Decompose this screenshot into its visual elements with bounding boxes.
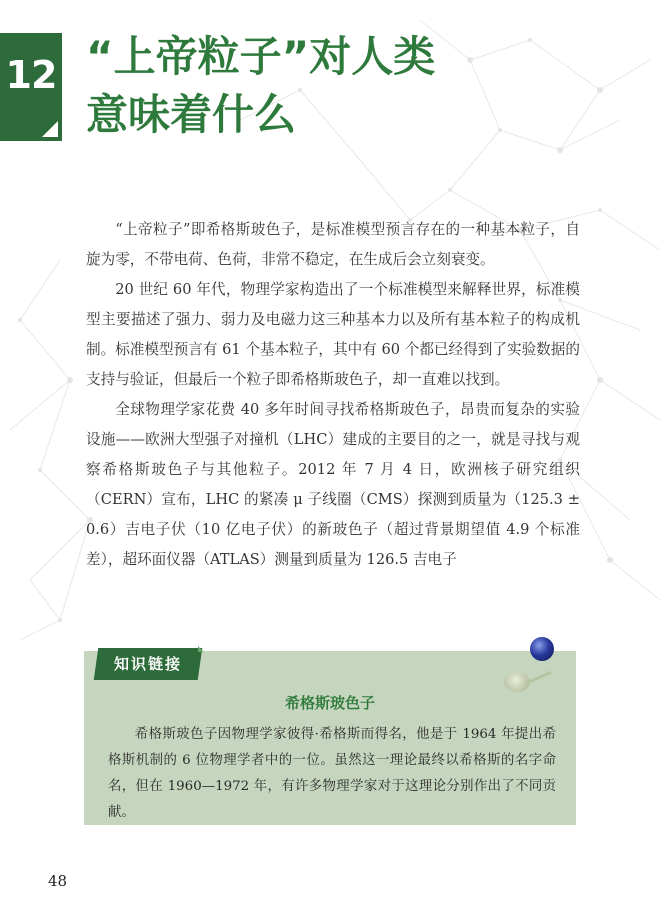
body-paragraph-2: 20 世纪 60 年代，物理学家构造出了一个标准模型来解释世界，标准模型主要描述了强力、弱力及电磁力这三种基本力以及所有基本粒子的构成机制。标准模型预言有 61 个基本粒子，其中有 60 个都已经得到了实验数据的支持与验证，但最后一个粒子即希格斯玻色子，却一直难以找到。 (86, 281, 580, 388)
page-title (86, 28, 546, 144)
badge-corner-triangle (42, 121, 58, 137)
title-line-2: 意味着什么 (86, 90, 297, 139)
knowledge-link-tag: 知识链接 (113, 655, 182, 673)
chapter-number: 12 (5, 53, 57, 97)
title-line-1: “上帝粒子”对人类 (86, 32, 436, 81)
page-number: 48 (48, 872, 68, 890)
body-text (86, 215, 580, 575)
chapter-badge (0, 33, 62, 141)
decorative-sphere-icon (530, 637, 554, 661)
knowledge-link-title: 希格斯玻色子 (284, 694, 375, 712)
body-paragraph-3: 全球物理学家花费 40 多年时间寻找希格斯玻色子，昂贵而复杂的实验设施——欧洲大型强子对撞机（LHC）建成的主要目的之一，就是寻找与观察希格斯玻色子与其他粒子。2012 年 7 月 4 日，欧洲核子研究组织（CERN）宣布，LHC 的紧凑 μ 子线圈（CMS）探测到质量为（125.3 ± 0.6）吉电子伏（10 亿电子伏）的新玻色子（超过背景期望值 4.9 个标准差），超环面仪器（ATLAS）测量到质量为 126.5 吉电子 (86, 401, 580, 568)
knowledge-link-text: 希格斯玻色子因物理学家彼得·希格斯而得名，他是于 1964 年提出希格斯机制的 6 位物理学者中的一位。虽然这一理论最终以希格斯的名字命名，但在 1960—1972 年，有许多物理学家对于这理论分别作出了不同贡献。 (108, 727, 556, 820)
body-paragraph-1: “上帝粒子”即希格斯玻色子，是标准模型预言存在的一种基本粒子，自旋为零，不带电荷、色荷，非常不稳定，在生成后会立刻衰变。 (86, 221, 580, 268)
